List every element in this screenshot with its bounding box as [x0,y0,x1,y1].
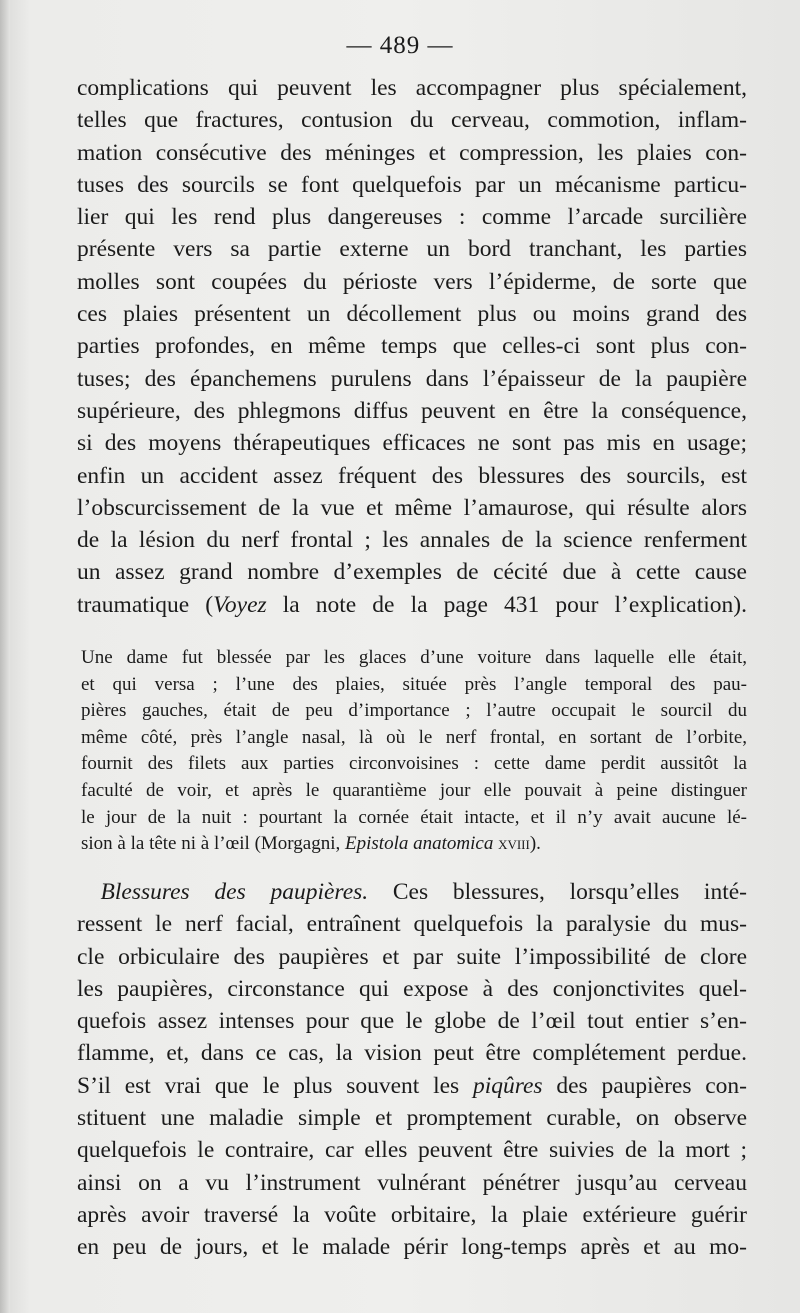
text-line: quelquefois le contraire, car elles peuvent être suivies de la mort ; [77,1137,747,1164]
note-line: et qui versa ; l’une des plaies, située près l’angle temporal des pau- [81,673,747,695]
text-line: ressent le nerf facial, entraînent quelquefois la paralysie du mus- [77,911,747,938]
text-line: tuses des sourcils se font quelquefois par un mécanisme particu- [77,171,747,198]
text-line: lier qui les rend plus dangereuses : comme l’arcade surcilière [77,204,747,231]
note-line: même côté, près l’angle nasal, là où le nerf frontal, en sortant de l’orbite, [81,726,747,748]
text-line-heading [77,876,747,908]
paragraph-case-note [81,645,747,858]
text-line: stituent une maladie simple et promptement curable, on observe [77,1105,747,1132]
text-line: tuses; des épanchemens purulens dans l’épaisseur de la paupière [77,365,747,392]
text-line: telles que fractures, contusion du cerveau, commotion, inflam- [77,107,747,134]
text-segment: ). [529,833,541,855]
text-line: cle orbiculaire des paupières et par suite l’impossibilité de clore [77,943,747,970]
text-line: parties profondes, en même temps que celles-ci sont plus con- [77,333,747,360]
roman-numeral: xviii [498,833,530,855]
text-line: après avoir traversé la voûte orbitaire, la plaie extérieure guérir [77,1201,747,1228]
text-line: si des moyens thérapeutiques efficaces ne sont pas mis en usage; [77,430,747,457]
text-line: supérieure, des phlegmons diffus peuvent en être la conséquence, [77,397,747,424]
section-heading: Blessures des paupières. [100,879,369,905]
voyez-italic: Voyez [213,591,267,618]
page-edge-shadow [0,0,10,1313]
text-segment: S’il est vrai que le plus souvent les [77,1072,473,1099]
text-segment: la note de la page 431 pour l’explication). [266,591,747,618]
text-line: flamme, et, dans ce cas, la vision peut être complétement perdue. [77,1040,747,1067]
text-line: molles sont coupées du périoste vers l’épiderme, de sorte que [77,268,747,295]
note-line: faculté de voir, et après le quarantième jour elle pouvait à peine distinguer [81,779,747,801]
page-number: — 489 — [346,32,454,59]
text-segment: Ces blessures, lorsqu’elles inté- [368,879,748,905]
paragraph-sourcils-injuries [77,72,747,621]
text-line: les paupières, circonstance qui expose à des conjonctivites quel- [77,975,747,1002]
text-line: complications qui peuvent les accompagner plus spécialement, [77,75,747,101]
text-line: l’obscurcissement de la vue et même l’amaurose, qui résulte alors [77,494,747,521]
text-line: quefois assez intenses pour que le globe de l’œil tout entier s’en- [77,1008,747,1035]
text-line: en peu de jours, et le malade périr long-temps après et au mo- [77,1234,747,1261]
note-line: Une dame fut blessée par les glaces d’une voiture dans laquelle elle était, [81,647,747,668]
piqures-italic: piqûres [472,1072,543,1099]
note-line: le jour de la nuit : pourtant la cornée était intacte, et il n’y avait aucune lé- [81,806,747,828]
text-line-last [77,589,747,621]
note-line: pières gauches, était de peu d’importance ; l’autre occupait le sourcil du [81,700,747,722]
note-line-last [81,831,747,858]
text-line: de la lésion du nerf frontal ; les annales de la science renferment [77,527,747,554]
text-line: enfin un accident assez fréquent des blessures des sourcils, est [77,462,747,489]
paragraph-paupieres-injuries [77,876,747,1264]
text-line: mation consécutive des méninges et compression, les plaies con- [77,139,747,166]
text-line-piqures [77,1070,747,1102]
text-segment: traumatique ( [77,591,214,618]
text-line: ces plaies présentent un décollement plus ou moins grand des [77,301,747,328]
citation-italic: Epistola anatomica [345,833,494,855]
note-line: fournit des filets aux parties circonvoisines : cette dame perdit aussitôt la [81,753,747,775]
text-line: présente vers sa partie externe un bord tranchant, les parties [77,236,747,263]
text-line: un assez grand nombre d’exemples de cécité due à cette cause [77,559,747,586]
text-segment: sion à la tête ni à l’œil (Morgagni, [81,833,346,855]
text-segment: des paupières con- [542,1072,747,1099]
text-line: ainsi on a vu l’instrument vulnérant pénétrer jusqu’au cerveau [77,1169,747,1196]
